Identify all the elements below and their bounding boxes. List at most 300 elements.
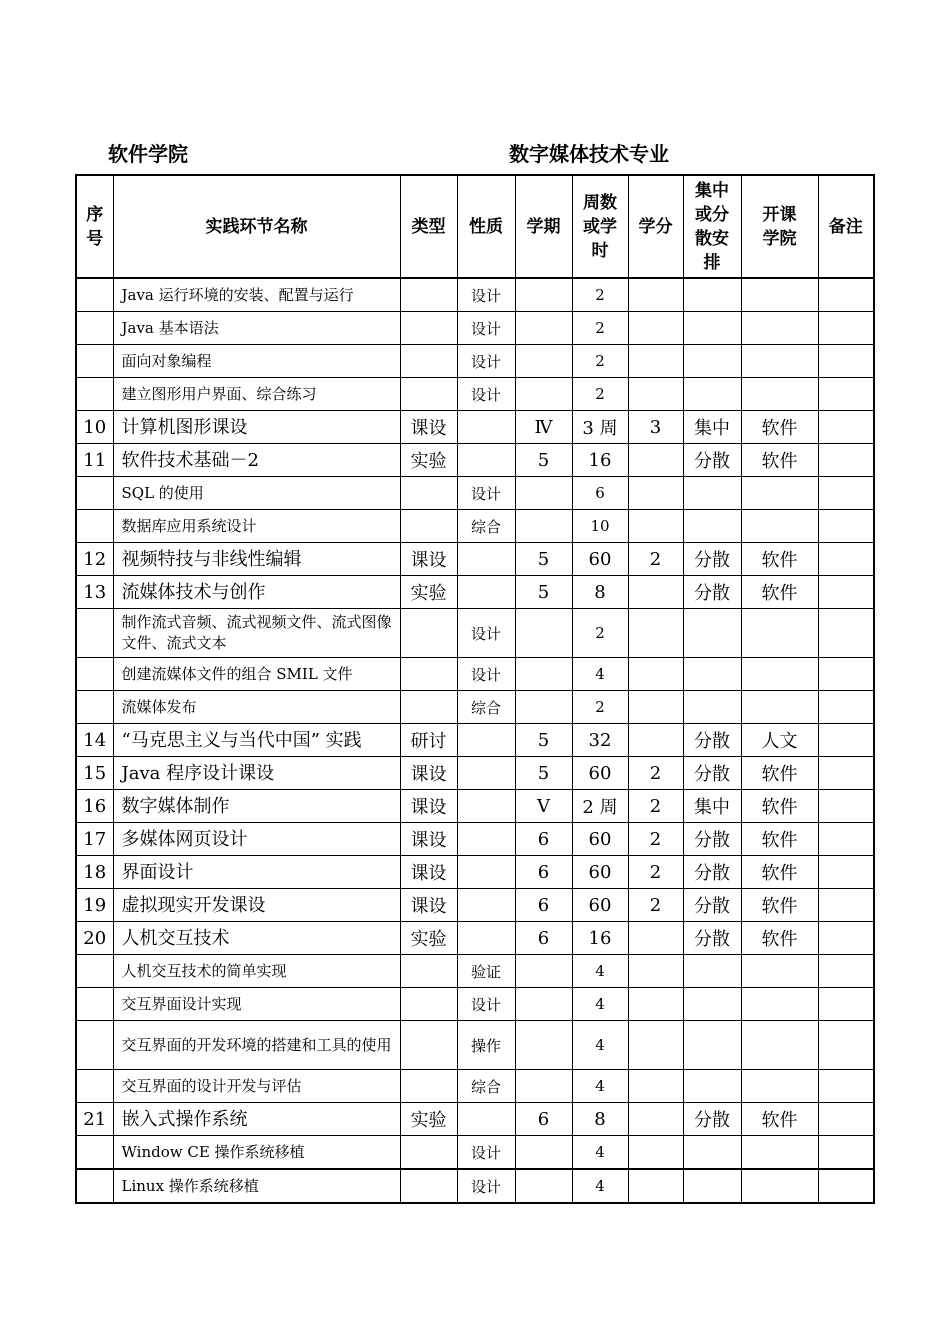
cell-weeks: 8 [572,1103,628,1136]
cell-weeks: 16 [572,444,628,477]
table-row [76,378,874,411]
cell-name: 计算机图形课设 [113,411,400,444]
cell-note [818,1021,874,1070]
cell-weeks: 4 [572,1021,628,1070]
table-header-row [76,175,874,278]
cell-type: 实验 [400,576,457,609]
cell-college [741,1136,818,1170]
table-row [76,1136,874,1170]
cell-term [515,510,572,543]
cell-nature: 设计 [457,609,515,658]
cell-term [515,609,572,658]
cell-arrange [683,477,741,510]
cell-seq [76,278,113,312]
cell-nature: 验证 [457,955,515,988]
cell-arrange [683,691,741,724]
cell-note [818,691,874,724]
cell-note [818,278,874,312]
cell-note [818,724,874,757]
cell-term [515,345,572,378]
cell-note [818,1169,874,1203]
cell-name: 流媒体技术与创作 [113,576,400,609]
cell-note [818,757,874,790]
cell-name: 多媒体网页设计 [113,823,400,856]
cell-nature: 设计 [457,988,515,1021]
cell-credit [628,477,683,510]
cell-seq: 20 [76,922,113,955]
cell-arrange: 分散 [683,576,741,609]
table-row [76,790,874,823]
cell-nature: 设计 [457,658,515,691]
table-row [76,988,874,1021]
cell-credit [628,278,683,312]
cell-college [741,609,818,658]
cell-nature [457,856,515,889]
cell-weeks: 2 [572,691,628,724]
cell-type: 研讨 [400,724,457,757]
cell-college: 软件 [741,889,818,922]
cell-seq [76,345,113,378]
cell-weeks: 60 [572,543,628,576]
cell-seq [76,1169,113,1203]
cell-name: 流媒体发布 [113,691,400,724]
cell-arrange [683,510,741,543]
cell-college [741,1021,818,1070]
cell-weeks: 60 [572,856,628,889]
cell-note [818,345,874,378]
cell-credit [628,1136,683,1170]
cell-weeks: 60 [572,757,628,790]
table-row [76,543,874,576]
cell-nature [457,889,515,922]
cell-note [818,658,874,691]
cell-weeks: 60 [572,889,628,922]
cell-arrange [683,1021,741,1070]
cell-type: 实验 [400,1103,457,1136]
cell-type [400,278,457,312]
cell-nature [457,724,515,757]
cell-nature: 设计 [457,345,515,378]
cell-credit [628,724,683,757]
table-row [76,345,874,378]
cell-seq: 16 [76,790,113,823]
col-college: 开课学院 [741,175,818,278]
col-credit: 学分 [628,175,683,278]
cell-nature: 设计 [457,1136,515,1170]
cell-term: 6 [515,922,572,955]
cell-note [818,955,874,988]
cell-term [515,691,572,724]
cell-seq: 17 [76,823,113,856]
cell-arrange: 集中 [683,411,741,444]
cell-type: 课设 [400,411,457,444]
cell-nature [457,543,515,576]
cell-arrange [683,955,741,988]
cell-seq [76,1021,113,1070]
practice-table [75,174,875,1204]
cell-credit [628,922,683,955]
cell-type [400,1136,457,1170]
cell-term: 6 [515,889,572,922]
cell-college: 软件 [741,576,818,609]
cell-seq [76,477,113,510]
table-row [76,724,874,757]
cell-type: 实验 [400,922,457,955]
cell-college: 软件 [741,790,818,823]
cell-credit [628,1021,683,1070]
table-row [76,510,874,543]
table-row [76,1169,874,1203]
cell-term [515,1070,572,1103]
cell-nature: 设计 [457,477,515,510]
cell-college: 软件 [741,757,818,790]
cell-arrange: 分散 [683,889,741,922]
cell-type [400,691,457,724]
cell-weeks: 3 周 [572,411,628,444]
cell-name: 虚拟现实开发课设 [113,889,400,922]
col-note: 备注 [818,175,874,278]
cell-type [400,312,457,345]
cell-credit: 2 [628,889,683,922]
cell-college: 软件 [741,1103,818,1136]
cell-weeks: 10 [572,510,628,543]
cell-type: 课设 [400,823,457,856]
cell-credit [628,1169,683,1203]
cell-weeks: 6 [572,477,628,510]
cell-weeks: 4 [572,1136,628,1170]
cell-name: 面向对象编程 [113,345,400,378]
school-name: 软件学院 [108,142,188,166]
cell-weeks: 16 [572,922,628,955]
cell-name: 界面设计 [113,856,400,889]
cell-term [515,477,572,510]
col-seq: 序号 [76,175,113,278]
cell-weeks: 4 [572,988,628,1021]
cell-seq: 18 [76,856,113,889]
cell-name: SQL 的使用 [113,477,400,510]
cell-name: Java 程序设计课设 [113,757,400,790]
cell-college [741,691,818,724]
cell-credit [628,658,683,691]
cell-credit: 2 [628,543,683,576]
cell-arrange [683,1169,741,1203]
cell-arrange: 分散 [683,724,741,757]
table-row [76,955,874,988]
cell-seq: 21 [76,1103,113,1136]
cell-arrange [683,988,741,1021]
cell-credit [628,609,683,658]
cell-type [400,1070,457,1103]
cell-name: 视频特技与非线性编辑 [113,543,400,576]
cell-college [741,477,818,510]
cell-note [818,988,874,1021]
cell-name: 软件技术基础－2 [113,444,400,477]
cell-weeks: 2 [572,345,628,378]
cell-name: Java 基本语法 [113,312,400,345]
cell-name: 制作流式音频、流式视频文件、流式图像文件、流式文本 [113,609,400,658]
cell-weeks: 2 [572,312,628,345]
cell-term: 6 [515,823,572,856]
cell-type: 课设 [400,856,457,889]
cell-name: 数据库应用系统设计 [113,510,400,543]
table-row [76,823,874,856]
cell-arrange: 分散 [683,1103,741,1136]
cell-term: 6 [515,1103,572,1136]
cell-college [741,1070,818,1103]
cell-term [515,378,572,411]
table-row [76,1070,874,1103]
cell-seq [76,1070,113,1103]
cell-nature [457,922,515,955]
cell-type [400,658,457,691]
cell-type [400,378,457,411]
cell-college [741,378,818,411]
cell-arrange: 分散 [683,543,741,576]
cell-weeks: 4 [572,1169,628,1203]
cell-seq [76,378,113,411]
cell-type: 课设 [400,889,457,922]
cell-arrange: 分散 [683,922,741,955]
cell-term [515,955,572,988]
cell-arrange [683,658,741,691]
cell-credit: 3 [628,411,683,444]
cell-name: 数字媒体制作 [113,790,400,823]
cell-type [400,988,457,1021]
cell-name: 交互界面设计实现 [113,988,400,1021]
cell-nature: 综合 [457,1070,515,1103]
cell-term [515,1021,572,1070]
col-nature: 性质 [457,175,515,278]
cell-weeks: 4 [572,658,628,691]
cell-seq: 12 [76,543,113,576]
cell-note [818,477,874,510]
table-row [76,691,874,724]
cell-arrange [683,609,741,658]
cell-name: 人机交互技术 [113,922,400,955]
cell-credit [628,312,683,345]
cell-weeks: 4 [572,955,628,988]
table-row [76,658,874,691]
col-arrange: 集中或分散安排 [683,175,741,278]
cell-credit [628,444,683,477]
cell-seq [76,609,113,658]
cell-nature [457,576,515,609]
cell-college [741,345,818,378]
cell-weeks: 60 [572,823,628,856]
cell-type [400,1021,457,1070]
cell-term: 5 [515,576,572,609]
cell-term [515,1136,572,1170]
cell-note [818,378,874,411]
cell-credit [628,1103,683,1136]
cell-credit [628,955,683,988]
cell-note [818,576,874,609]
cell-college [741,312,818,345]
cell-seq: 11 [76,444,113,477]
cell-note [818,1070,874,1103]
cell-weeks: 2 周 [572,790,628,823]
cell-term: 5 [515,543,572,576]
cell-note [818,1103,874,1136]
cell-type [400,510,457,543]
cell-term [515,312,572,345]
cell-nature [457,823,515,856]
cell-nature: 设计 [457,1169,515,1203]
cell-term [515,658,572,691]
table-row [76,278,874,312]
cell-name: Linux 操作系统移植 [113,1169,400,1203]
cell-note [818,823,874,856]
cell-arrange: 分散 [683,856,741,889]
cell-arrange [683,345,741,378]
cell-nature: 设计 [457,278,515,312]
table-row [76,922,874,955]
cell-arrange [683,1070,741,1103]
cell-nature: 综合 [457,691,515,724]
cell-type: 实验 [400,444,457,477]
cell-seq: 13 [76,576,113,609]
table-row [76,609,874,658]
cell-name: 人机交互技术的简单实现 [113,955,400,988]
cell-type: 课设 [400,790,457,823]
cell-name: “马克思主义与当代中国” 实践 [113,724,400,757]
cell-type [400,955,457,988]
cell-college: 软件 [741,411,818,444]
table-row [76,856,874,889]
cell-seq: 19 [76,889,113,922]
cell-nature: 综合 [457,510,515,543]
cell-college [741,510,818,543]
cell-note [818,312,874,345]
cell-term [515,1169,572,1203]
cell-nature: 设计 [457,312,515,345]
cell-note [818,444,874,477]
cell-term [515,988,572,1021]
cell-credit [628,1070,683,1103]
cell-credit [628,691,683,724]
col-weeks: 周数或学时 [572,175,628,278]
cell-term: 5 [515,444,572,477]
cell-name: 交互界面的开发环境的搭建和工具的使用 [113,1021,400,1070]
cell-type [400,1169,457,1203]
cell-note [818,510,874,543]
table-row [76,1103,874,1136]
cell-nature [457,411,515,444]
cell-credit [628,988,683,1021]
cell-college [741,955,818,988]
cell-credit: 2 [628,790,683,823]
cell-nature: 操作 [457,1021,515,1070]
cell-term: 6 [515,856,572,889]
table-row [76,576,874,609]
cell-credit: 2 [628,856,683,889]
cell-college: 软件 [741,543,818,576]
cell-seq [76,312,113,345]
cell-seq [76,988,113,1021]
cell-credit [628,576,683,609]
cell-name: Window CE 操作系统移植 [113,1136,400,1170]
cell-seq: 15 [76,757,113,790]
cell-college [741,278,818,312]
cell-arrange [683,1136,741,1170]
cell-note [818,543,874,576]
cell-term: Ⅳ [515,411,572,444]
cell-seq [76,658,113,691]
cell-seq [76,1136,113,1170]
cell-note [818,889,874,922]
cell-weeks: 8 [572,576,628,609]
cell-arrange [683,312,741,345]
cell-type: 课设 [400,543,457,576]
cell-seq: 14 [76,724,113,757]
cell-note [818,922,874,955]
cell-nature [457,757,515,790]
cell-arrange [683,278,741,312]
cell-term: 5 [515,757,572,790]
cell-arrange: 集中 [683,790,741,823]
table-row [76,889,874,922]
cell-credit [628,378,683,411]
cell-name: 交互界面的设计开发与评估 [113,1070,400,1103]
table-row [76,312,874,345]
table-row [76,1021,874,1070]
cell-college [741,1169,818,1203]
cell-seq [76,691,113,724]
cell-weeks: 2 [572,278,628,312]
cell-type [400,345,457,378]
cell-term: 5 [515,724,572,757]
col-name: 实践环节名称 [113,175,400,278]
cell-weeks: 2 [572,378,628,411]
table-row [76,411,874,444]
table-row [76,757,874,790]
col-type: 类型 [400,175,457,278]
table-row [76,444,874,477]
cell-college: 软件 [741,444,818,477]
cell-name: 建立图形用户界面、综合练习 [113,378,400,411]
cell-arrange: 分散 [683,757,741,790]
cell-college: 人文 [741,724,818,757]
cell-type: 课设 [400,757,457,790]
cell-note [818,1136,874,1170]
cell-term: Ⅴ [515,790,572,823]
cell-nature: 设计 [457,378,515,411]
cell-credit [628,510,683,543]
cell-credit: 2 [628,823,683,856]
cell-college [741,658,818,691]
cell-college: 软件 [741,856,818,889]
cell-college [741,988,818,1021]
cell-arrange: 分散 [683,444,741,477]
cell-nature [457,444,515,477]
cell-arrange: 分散 [683,823,741,856]
cell-name: Java 运行环境的安装、配置与运行 [113,278,400,312]
cell-college: 软件 [741,922,818,955]
cell-type [400,477,457,510]
cell-seq: 10 [76,411,113,444]
cell-nature [457,1103,515,1136]
cell-weeks: 32 [572,724,628,757]
cell-seq [76,955,113,988]
cell-arrange [683,378,741,411]
cell-term [515,278,572,312]
cell-note [818,790,874,823]
cell-note [818,411,874,444]
cell-note [818,609,874,658]
cell-seq [76,510,113,543]
cell-weeks: 2 [572,609,628,658]
cell-credit [628,345,683,378]
